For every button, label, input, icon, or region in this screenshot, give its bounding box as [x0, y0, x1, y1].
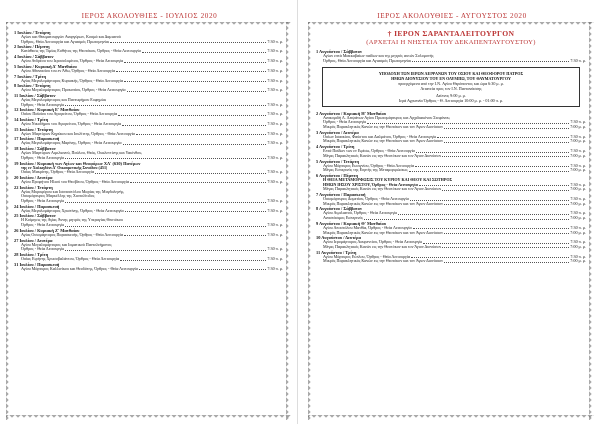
frame-border-left [308, 22, 313, 420]
dot-leader [444, 139, 569, 143]
august-subtitle: (ΑΡΧΕΤΑΙ Η ΝΗΣΤΕΙΑ ΤΟΥ ΔΕΚΑΠΕΝΤΑΥΓΟΥΣΤΟΥ) [366, 38, 536, 46]
day-heading: 14 Ιουλίου / Τρίτη [14, 117, 49, 123]
service-text: Μέγας Παρακλητικός Κανών εις την Θεοτόκον και τον Άγιον Διονύσιον [323, 244, 442, 249]
dot-leader [437, 135, 569, 139]
day-entry [14, 252, 283, 262]
day-heading: 11 Ιουλίου / Σάββατον [14, 92, 56, 98]
service-time: 7:30 π. μ. [267, 48, 283, 54]
service-text: Οσιομάρτυρος Δομετίου, Όρθρος - Θεία Λειτουργία [323, 197, 409, 202]
service-text: Όρθρος - Θεία Λειτουργία [21, 247, 65, 252]
day-entry [14, 228, 283, 238]
frame-border-bottom [6, 415, 291, 420]
service-text: Αγίου Αποστόλου Ματθία, Όρθρος - Θεία Λειτουργία [323, 225, 412, 230]
day-heading: 6 Αυγούστου / Πέμπτη [316, 172, 359, 178]
day-entry [14, 185, 283, 204]
service-text: Η Κοίμησις της Αγίας Άννης μητρός της Υπεραγίας Θεοτόκου [21, 218, 123, 223]
day-entry [316, 159, 586, 173]
service-text: Αγίου Ιερομάρτυρος Λαυρεντίου, Όρθρος - Θεία Λειτουργία [323, 240, 423, 245]
day-heading: 24 Ιουλίου / Παρασκευή [14, 203, 60, 209]
dot-leader [65, 156, 266, 160]
dot-leader [142, 49, 267, 53]
day-entry [316, 221, 586, 235]
relics-notice-line: Λιτανεία προς τον I.N. Παντανάσσης [420, 85, 482, 91]
service-text: Όρθρος - Θεία Λειτουργία [323, 120, 367, 125]
day-entry [14, 30, 283, 44]
service-time: 7:00 μ. μ. [570, 152, 586, 158]
service-text: της εν Χαλκηδόνι Δ' Οικουμενικής Συνόδου (451) [21, 165, 108, 170]
service-text: Αγίας Μεγαλομάρτυρος Χριστίνης, Όρθρος - Θεία Λειτουργία [21, 208, 124, 213]
service-text: Αγίου Μάρτυρος Εύπλου, Όρθρος - Θεία Λειτουργία [323, 254, 411, 259]
relics-notice-box [322, 67, 580, 107]
service-time: 7:30 π. μ. [267, 38, 283, 44]
dot-leader [409, 168, 569, 172]
service-time: 7:00 μ. μ. [570, 229, 586, 235]
dot-leader [415, 164, 569, 168]
service-text: Αγίων Μαρτύρων Κηρύκου και Ιουλίττης, Όρθρος - Θεία Λειτουργία [21, 131, 135, 136]
day-entry [316, 206, 586, 220]
relics-notice-line: ΗΜΩΝ ΔΙΟΝΥΣΙΟΥ ΤΟΥ ΕΝ ΟΛΥΜΠΩ, ΤΟΥ ΘΑΥΜΑΤΟΥΡΓΟΥ [391, 75, 511, 81]
service-text: Μικρός Παρακλητικός Κανών εις την Θεοτόκον και τον Άγιον Διονύσιον [323, 139, 443, 144]
day-entry [316, 130, 586, 144]
service-text: Αγίας Μεγαλομάρτυρος και Πανευφήμου Ευφημίας [21, 97, 107, 102]
service-text: Οσίου Παϊσίου του Αγιορείτου, Όρθρος - Θεία Λειτουργία [21, 112, 118, 117]
service-text: Οσίας Μακρίνης, Όρθρος - Θεία Λειτουργία [21, 170, 95, 175]
dot-leader [120, 257, 266, 261]
day-heading: 7 Ιουλίου / Τρίτη [14, 73, 46, 79]
august-days [316, 111, 586, 264]
frame-border-right [589, 22, 594, 420]
day-entry [14, 146, 283, 160]
day-heading: 5 Ιουλίου / Κυριακή Δ' Ματθαίου [14, 63, 77, 69]
service-text: Αγίας Οσιομάρτυρος Παρασκευής, Όρθρος - Θεία Λειτουργία [21, 232, 123, 237]
dot-leader [116, 69, 266, 73]
service-line [14, 267, 283, 272]
day-entry [14, 64, 283, 74]
dot-leader [444, 259, 569, 263]
day-entry [14, 204, 283, 214]
day-heading: 7 Αυγούστου / Παρασκευή [316, 192, 366, 198]
dot-leader [123, 141, 267, 145]
service-time: 7:30 π. μ. [267, 140, 283, 146]
service-line [316, 59, 586, 64]
service-text: Αγίου Ανδρέου του Ιεροσολυμίτου, Όρθρος - Θεία Λειτουργία [21, 59, 124, 64]
service-text: Μέγας Παρακλητικός Κανών εις την Θεοτόκον και τον Άγιον Διονύσιον [323, 187, 442, 192]
day-heading: 12 Ιουλίου / Κυριακή Ε' Ματθαίου [14, 107, 80, 113]
relics-notice-line: Δείπνος 9:00 μ. μ. [436, 92, 466, 98]
service-text: Οσίων Ισαακίου, Φαύστου και Δαλμάτου, Όρθρος - Θεία Λειτουργία [323, 134, 437, 139]
service-text: Αγίου Μεγαλομάρτυρος Προκοπίου, Όρθρος - Θεία Λειτουργία [21, 88, 126, 93]
day-heading: 5 Αυγούστου / Τετάρτη [316, 158, 359, 164]
service-text: Μικρός Παρακλητικός Κανών εις την Θεοτόκον και τον Άγιον Διονύσιον [323, 201, 443, 206]
dot-leader [118, 112, 266, 116]
day-entry [316, 250, 586, 264]
day-entry [14, 238, 283, 252]
service-time: 7:30 π. μ. [267, 101, 283, 107]
day-entry [14, 74, 283, 84]
day-heading: 26 Ιουλίου / Κυριακή Ζ' Ματθαίου [14, 227, 80, 233]
service-time: 7:30 π. μ. [267, 198, 283, 204]
service-text: Μέγας Εσπερινός της Εορτής της Μεταμορφώσεως [323, 168, 408, 173]
service-time: 7:30 π. μ. [267, 111, 283, 117]
service-text: Οσιομάρτυρος Μαρκέλλης της Χιοπολίτιδος [21, 194, 95, 199]
day-heading: 27 Ιουλίου / Δευτέρα [14, 237, 53, 243]
service-text: Κατάθεσις της Τιμίας Εσθήτος της Θεοτόκου, Όρθρος - Θεία Λειτουργία [21, 49, 141, 54]
dot-leader [95, 170, 266, 174]
day-entry [316, 144, 586, 158]
dot-leader [124, 59, 266, 63]
service-text: Αγίου Μάρτυρος Ευσιγνίου, Όρθρος - Θεία Λειτουργία [323, 163, 415, 168]
dot-leader [412, 59, 569, 63]
dot-leader [413, 226, 570, 230]
dot-leader [124, 79, 266, 83]
service-text: Αγίων Μαρτύρων Αιμιλιανού, Παύλου, Θεάς, Ουαλεντίνης και Υακίνθου, [21, 151, 143, 156]
service-text: Μικρός Παρακλητικός Κανών εις την Θεοτόκον και τον Άγιον Διονύσιον [323, 230, 443, 235]
service-text: Αγίων και Θαυματουργών Αναργύρων, Κοσμά και Δαμιανού [21, 35, 121, 39]
day-entry [14, 93, 283, 107]
day-entry [14, 107, 283, 117]
day-heading: 31 Ιουλίου / Παρασκευή [14, 261, 60, 267]
dot-leader [125, 209, 267, 213]
day-entry [14, 262, 283, 272]
dot-leader [130, 180, 266, 184]
service-time: 7:30 π. μ. [267, 207, 283, 213]
dot-leader [410, 197, 570, 201]
day-heading: 8 Ιουλίου / Τετάρτη [14, 83, 51, 89]
service-text: Μικρός Παρακλητικός Κανών εις την Θεοτόκον και τον Άγιον Διονύσιον [323, 259, 443, 264]
frame-border-top [308, 22, 594, 27]
dot-leader [444, 231, 569, 235]
dot-leader [127, 88, 267, 92]
dot-leader [110, 40, 266, 44]
dot-leader [65, 103, 266, 107]
day-entry [316, 235, 586, 249]
service-time: 7:30 π. μ. [570, 162, 586, 168]
service-text: Αναστάσιμος Εσπερινός [323, 216, 363, 221]
day-heading: 3 Αυγούστου / Δευτέρα [316, 129, 359, 135]
august-schedule [316, 30, 586, 414]
service-time: 7:00 μ. μ. [570, 200, 586, 206]
service-time: 7:30 π. μ. [267, 87, 283, 93]
day-entry [14, 117, 283, 127]
dot-leader [442, 154, 569, 158]
dot-leader [65, 223, 266, 227]
dot-leader [442, 187, 569, 191]
service-text: Αγίου Μάρτυρος Καλλινίκου και Θεοδότης, Όρθρος - Θεία Λειτουργία [21, 266, 138, 271]
service-time: 7:00 μ. μ. [570, 186, 586, 192]
day-entry [14, 44, 283, 54]
day-entry [316, 111, 586, 130]
service-time: 7:00 μ. μ. [570, 138, 586, 144]
service-text: Αγίας Μεγαλομάρτυρος Κυριακής, Όρθρος - Θεία Λειτουργία [21, 78, 124, 83]
service-time: 7:30 π. μ. [267, 67, 283, 73]
day-heading: 1 Ιουλίου / Τετάρτη [14, 30, 51, 35]
service-text: Αγίων επτά Μακκαβαίων παίδων και της μητρός αυτών Σολομονής [323, 54, 434, 59]
day-heading: 11 Αυγούστου / Τρίτη [316, 249, 357, 255]
dot-leader [364, 216, 569, 220]
service-text: Όρθρος - Θεία Λειτουργία [21, 199, 65, 204]
dot-leader [423, 240, 569, 244]
relics-notice-line: προερχόμενα από την I.N. Αγίου Θεράποντος και ώρα 6:30 μ. μ. [398, 80, 504, 86]
service-text: Όρθρος, Θεία Λειτουργία και Αγιασμός Πρωτομηνίας [21, 39, 110, 44]
service-time: 7:00 μ. μ. [570, 243, 586, 249]
relics-notice-line: Ιερά Αγρυπνία Όρθρος - Θ. Λειτουργία 10:00 μ. μ. - 01:00 π. μ. [398, 97, 504, 103]
day-entry [14, 161, 283, 175]
day-heading: 19 Ιουλίου / Κυριακή των Αγίων και Θεοφόρων ΧΛ' (630) Πατέρων [14, 160, 141, 166]
service-text: Η ΘΕΙΑ ΜΕΤΑΜΟΡΦΩΣΙΣ ΤΟΥ ΚΥΡΙΟΥ ΚΑΙ ΘΕΟΥ ΚΑΙ ΣΩΤΗΡΟΣ [323, 177, 453, 182]
service-text: Επτά Παίδων των εν Εφέσω, Όρθρος - Θεία Λειτουργία [323, 149, 415, 154]
service-time: 7:30 π. μ. [267, 265, 283, 271]
service-text: Όρθρος, Θεία Λειτουργία και Αγιασμός Πρωτομηνίας [323, 58, 412, 63]
day-heading: 8 Αυγούστου / Σάββατον [316, 206, 362, 212]
service-text: Ανακομιδή Λ. Λειψάνων Αγίου Πρωτομάρτυρος και Αρχιδιακόνου Στεφάνου, [323, 115, 451, 120]
service-time: 7:30 π. μ. [570, 57, 586, 63]
service-time: 7:30 π. μ. [570, 196, 586, 202]
service-text: Όρθρος - Θεία Λειτουργία [21, 223, 65, 228]
service-text: Αγίας Μεγαλομάρτυρος Μαρίνης, Όρθρος - Θεία Λειτουργία [21, 141, 122, 146]
service-time: 7:30 π. μ. [267, 178, 283, 184]
day-entry [14, 175, 283, 185]
service-time: 7:30 π. μ. [267, 222, 283, 228]
service-text: Αγίου Αιμιλιανού, Όρθρος - Θεία Λειτουργία [323, 211, 398, 216]
august-title: † ΙΕΡΟΝ ΣΑΡΑΝΤΑΛΕΙΤΟΥΡΓΟΝ [387, 30, 515, 38]
service-time: 7:30 π. μ. [267, 77, 283, 83]
service-time: 7:30 π. μ. [267, 169, 283, 175]
day-entry [14, 54, 283, 64]
service-time: 7:30 π. μ. [267, 154, 283, 160]
dot-leader [124, 233, 266, 237]
page-august [302, 0, 600, 424]
dot-leader [122, 122, 266, 126]
service-text: Αγίου Αθανασίου του εν Άθω, Όρθρος - Θεία Λειτουργία [21, 68, 116, 73]
day-entry [14, 127, 283, 137]
day-entry [316, 173, 586, 192]
day-heading: 28 Ιουλίου / Τρίτη [14, 251, 49, 257]
day-heading: 20 Ιουλίου / Δευτέρα [14, 174, 53, 180]
dot-leader [367, 120, 569, 124]
page-july [0, 0, 298, 424]
service-time: 7:30 π. μ. [267, 246, 283, 252]
day-entry [14, 83, 283, 93]
service-text: Μέγας Παρακλητικός Κανών εις την Θεοτόκον και τον Άγιον Διονύσιον [323, 153, 442, 158]
service-time: 7:30 π. μ. [267, 121, 283, 127]
service-time: 7:30 π. μ. [570, 224, 586, 230]
dot-leader [65, 247, 266, 251]
dot-leader [411, 255, 569, 259]
service-time: 7:30 π. μ. [570, 210, 586, 216]
july-schedule [14, 30, 283, 414]
frame-border-bottom [308, 415, 594, 420]
day-heading: 2 Ιουλίου / Πέμπτη [14, 44, 50, 50]
dot-leader [65, 199, 266, 203]
day-heading: 25 Ιουλίου / Σάββατον [14, 213, 56, 219]
day-heading: 4 Αυγούστου / Τρίτη [316, 144, 355, 150]
day-entry [316, 49, 586, 63]
dot-leader [398, 211, 569, 215]
july-header: ΙΕΡΟΣ ΑΚΟΛΟΥΘΙΕΣ - ΙΟΥΛΙΟΣ 2020 [81, 12, 218, 20]
day-heading: 9 Αυγούστου / Κυριακή Θ' Ματθαίου [316, 220, 387, 226]
frame-border-right [286, 22, 291, 420]
day-entry [14, 213, 283, 227]
service-text: Αγίας Μυροφόρου και Ισαποστόλου Μαρίας της Μαγδαληνής, [21, 189, 125, 194]
dot-leader [136, 132, 267, 136]
service-text: Όρθρος - Θεία Λειτουργία [21, 102, 65, 107]
service-time: 7:30 π. μ. [570, 148, 586, 154]
day-heading: 2 Αυγούστου / Κυριακή Η' Ματθαίου [316, 110, 387, 116]
service-time: 7:30 π. μ. [267, 231, 283, 237]
frame-border-top [6, 22, 291, 27]
service-time: 7:30 π. μ. [570, 133, 586, 139]
service-time: 7:00 μ. μ. [570, 124, 586, 129]
day-heading: 10 Αυγούστου / Δευτέρα [316, 235, 361, 241]
service-text: Αγίου Προφήτου Ηλιού του Θεσβίτου, Όρθρος - Θεία Λειτουργία [21, 179, 130, 184]
service-line [316, 259, 586, 264]
dot-leader [444, 125, 569, 129]
day-entry [14, 136, 283, 146]
service-text: Αγίου Μεγαλομάρτυρος και Ιαματικού Παντελεήμονος [21, 242, 112, 247]
relics-notice-line: ΥΠΟΔΟΧΗ ΤΩΝ ΙΕΡΩΝ ΛΕΙΨΑΝΩΝ ΤΟΥ ΟΣΙΟΥ ΚΑΙ ΘΕΟΦΟΡΟΥ ΠΑΤΡΟΣ [378, 70, 524, 76]
august-header: ΙΕΡΟΣ ΑΚΟΛΟΥΘΙΕΣ - ΑΥΓΟΥΣΤΟΣ 2020 [377, 12, 527, 20]
service-text: Οσίας Ειρήνης Χρυσοβαλάντου, Όρθρος - Θεία Λειτουργία [21, 256, 120, 261]
day-heading: 17 Ιουλίου / Παρασκευή [14, 136, 60, 142]
dot-leader [416, 149, 570, 153]
august-first-day [316, 49, 586, 63]
service-time: 7:30 π. μ. [570, 239, 586, 245]
frame-border-left [6, 22, 11, 420]
service-text: ΗΜΩΝ ΙΗΣΟΥ ΧΡΙΣΤΟΥ, Όρθρος - Θεία Λειτουργία [323, 182, 418, 187]
day-heading: 15 Ιουλίου / Τετάρτη [14, 126, 53, 132]
dot-leader [419, 183, 570, 187]
service-text: Όρθρος - Θεία Λειτουργία [21, 155, 65, 160]
service-text: Αγίου Νικοδήμου του Αγιορείτου, Όρθρος - Θεία Λειτουργία [21, 122, 122, 127]
service-time: 7:30 π. μ. [570, 119, 586, 125]
service-time: 7:30 π. μ. [570, 253, 586, 259]
service-time: 7:30 π. μ. [267, 130, 283, 136]
dot-leader [444, 202, 569, 206]
service-time: 7:30 π. μ. [570, 181, 586, 187]
service-time: 7:00 μ. μ. [570, 167, 586, 173]
service-time: 7:30 π. μ. [267, 58, 283, 64]
day-heading: 1 Αυγούστου / Σάββατον [316, 49, 362, 55]
service-time: 7:00 μ. μ. [570, 215, 586, 221]
dot-leader [442, 245, 569, 249]
dot-leader [139, 267, 267, 271]
service-time: 7:00 μ. μ. [570, 258, 586, 264]
day-entry [316, 192, 586, 206]
day-heading: 18 Ιουλίου / Σάββατον [14, 146, 56, 152]
day-heading: 4 Ιουλίου / Σάββατον [14, 54, 54, 60]
service-text: Μικρός Παρακλητικός Κανών εις την Θεοτόκον και τον Άγιον Διονύσιον [323, 125, 443, 129]
service-time: 7:30 π. μ. [267, 255, 283, 261]
day-heading: 22 Ιουλίου / Τετάρτη [14, 184, 53, 190]
